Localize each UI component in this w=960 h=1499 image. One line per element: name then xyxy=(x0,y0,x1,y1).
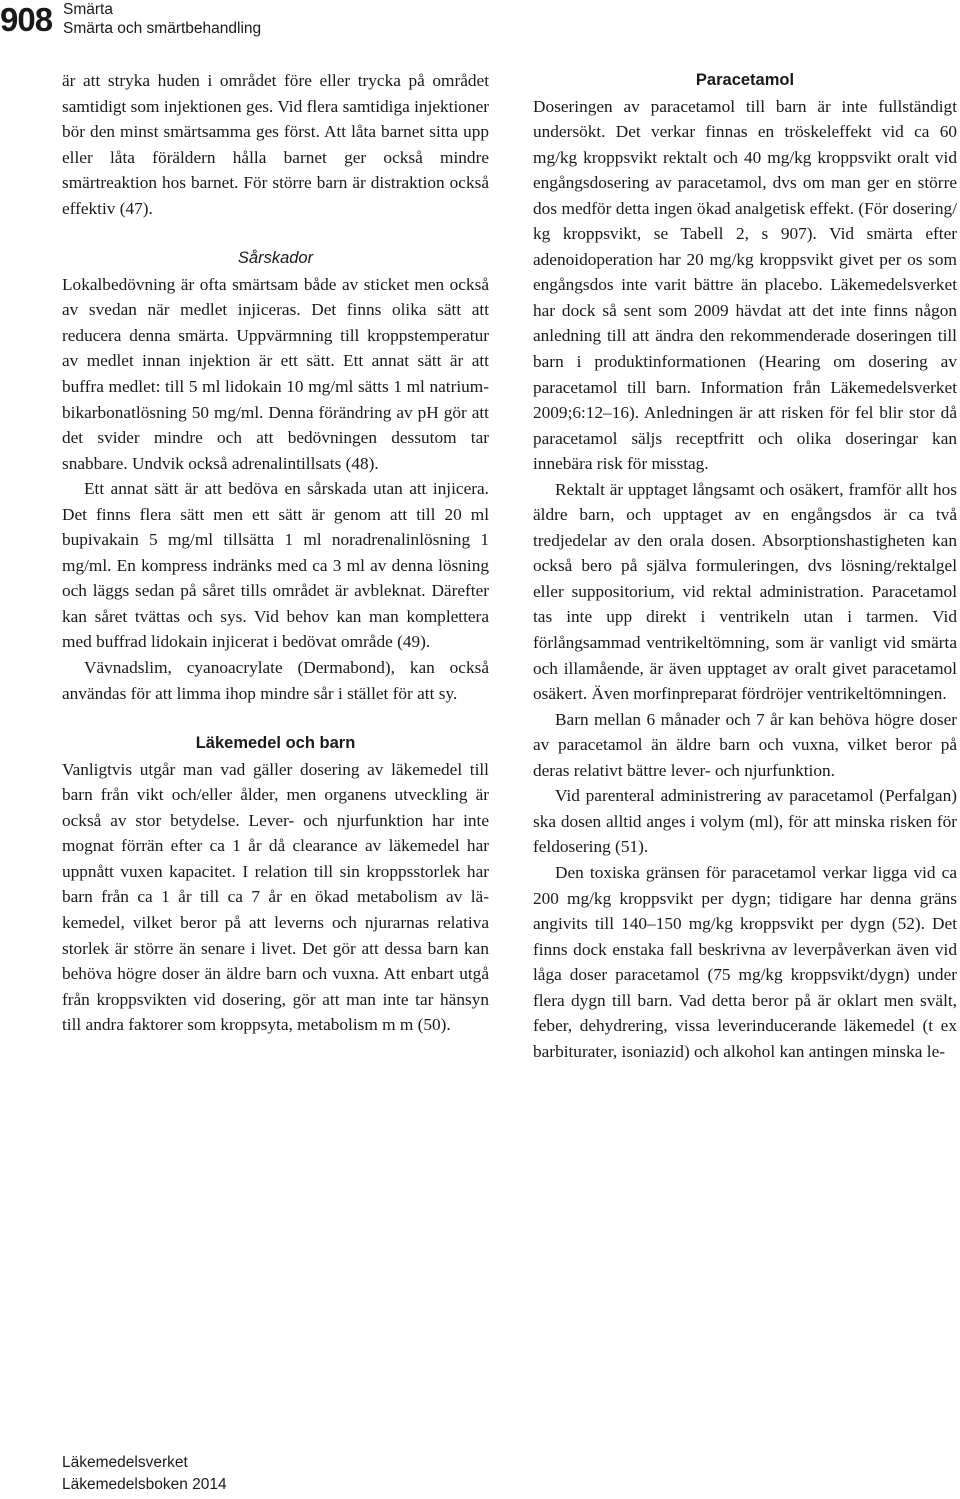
body-paragraph: Rektalt är upptaget långsamt och osäkert, framför allt hos äldre barn, och upptaget av en engångsdos är ca två tredjedelar av den orala dosen. Absorptionshastigheten kan också bero på själva formuleringen, dvs lösning/rektalgel eller suppositorium, vid rektal administration. Paracetamol tas inte upp direkt i ventrikeln utan i tarmen. Vid förlångsammad ventrikeltömning, som är vanligt vid smärta och illamående, är även upptaget av oralt givet paracetamol osäkert. Även morfinpreparat fördröjer ventrikeltömningen. xyxy=(533,479,957,704)
page-number: 908 xyxy=(0,1,53,38)
body-paragraph: Den toxiska gränsen för paracetamol verkar ligga vid ca 200 mg/kg kroppsvikt per dygn; tidigare har denna gräns angivits till 140–150 mg/kg kroppsvikt per dygn (52). Det finns dock enstaka fall beskrivna av leverpåverkan även vid låga doser paracetamol (75 mg/kg kroppsvikt/dygn) under flera dygn till barn. Vad detta beror på är oklart men svält, feber, dehydrering, vissa leverinducerande läkemedel (t ex barbiturater, isoniazid) och alkohol kan antingen minska le- xyxy=(533,862,957,1061)
chapter-title: Smärta xyxy=(63,1,113,18)
body-paragraph: Barn mellan 6 månader och 7 år kan behöva högre doser av paracetamol än äldre barn och vuxna, vilket beror på deras relativt bättre lever- och njurfunktion. xyxy=(533,709,957,780)
section-heading-wounds: Sårskador xyxy=(237,249,314,268)
running-head xyxy=(63,0,261,38)
left-column xyxy=(62,68,489,1038)
body-paragraph: Doseringen av paracetamol till barn är inte fullständigt undersökt. Det verkar finnas en tröskeleffekt vid ca 60 mg/kg kroppsvikt rektalt och 40 mg/kg kroppsvikt oralt vid engångsdosering av paracetamol, dvs om man ger en större dos medför detta ingen ökad analgetisk effekt. (För dosering/ kg kroppsvikt, se Tabell 2, s 907). Vid smärta efter adenoidoperation har 20 mg/kg kroppsvikt givet per os som engångsdos inte varit bättre än placebo. Läkemedelsverket har dock så sent som 2009 hävdat att det inte finns någon anledning till att ändra den rekommenderade doseringen till barn i produktinformationen (Hearing om dosering av paracetamol till barn. Information från Läkemedelsverket 2009;6:12–16). Anledningen är att risken för fel blir stor då paracetamol säljs receptfritt och olika doseringar kan innebära risk för misstag. xyxy=(533,96,957,474)
section-heading-children: Läkemedel och barn xyxy=(195,734,356,753)
section-heading-paracetamol: Paracetamol xyxy=(695,71,795,89)
body-paragraph: Lokalbedövning är ofta smärtsam både av sticket men också av svedan när medlet injiceras. Det finns olika sätt att reducera denna smärta. Uppvärmning till kroppstemperatur av medlet innan injektion är ett sätt. Ett annat sätt är att buffra medlet: till 5 ml lidokain 10 mg/ml sätts 1 ml natriumbikarbonatlösning 50 mg/ml. Denna förändring av pH gör att det svider mindre och att bedövningen dessutom tar snabbare. Undvik också adrenalintillsats (48). xyxy=(62,274,489,473)
body-paragraph: Ett annat sätt är att bedöva en sårskada utan att injicera. Det finns flera sätt men ett sätt är genom att till 20 ml bupivakain 5 mg/ml tillsätta 1 ml noradrenalinlösning 1 mg/ml. En kompress indränks med ca 3 ml av denna lösning och läggs sedan på såret tills området är avbleknat. Därefter kan såret tvättas och sys. Vid behov kan man komplettera med buffrad lidokain injicerat i bedövat område (49). xyxy=(62,479,489,652)
body-paragraph: Vid parenteral administrering av paracetamol (Perfalgan) ska dosen alltid anges i volym (ml), för att minska risken för feldosering (51). xyxy=(533,786,957,857)
body-paragraph: är att stryka huden i området före eller trycka på området samtidigt som injektionen ges. Vid flera samtidiga injektioner bör den minst smärtsamma ges först. Att låta barnet sitta upp eller låta föräldern hålla barnet ger också mindre smärtreaktion hos barnet. För större barn är distraktion också effektiv (47). xyxy=(62,71,489,218)
footer-publisher: Läkemedelsverket xyxy=(62,1454,188,1471)
right-column xyxy=(533,68,957,1064)
page-footer xyxy=(62,1452,227,1496)
page-header xyxy=(0,0,960,46)
footer-book-title: Läkemedelsboken 2014 xyxy=(62,1476,227,1493)
body-paragraph: Vävnadslim, cyanoacrylate (Dermabond), kan också användas för att limma ihop mindre sår i stället för att sy. xyxy=(62,658,489,703)
body-paragraph: Vanligtvis utgår man vad gäller dosering av läkemedel till barn från vikt och/eller ålder, men organens utveckling är också av stor betydelse. Lever- och njurfunktion har inte mognat förrän efter ca 1 år då clearance av läkemedel har uppnått vuxen kapacitet. I relation till sin kroppsstorlek har barn från ca 1 år till ca 7 år en ökad metabolism av läkemedel, vilket beror på att leverns och njurarnas relativa storlek är större än senare i livet. Det gör att dessa barn kan behöva högre doser än äldre barn och vuxna. Att enbart utgå från kroppsvikten vid dosering, gör att man inte tar hänsyn till andra faktorer som kroppsyta, metabolism m m (50). xyxy=(62,759,489,1035)
section-title: Smärta och smärtbehandling xyxy=(63,20,262,37)
